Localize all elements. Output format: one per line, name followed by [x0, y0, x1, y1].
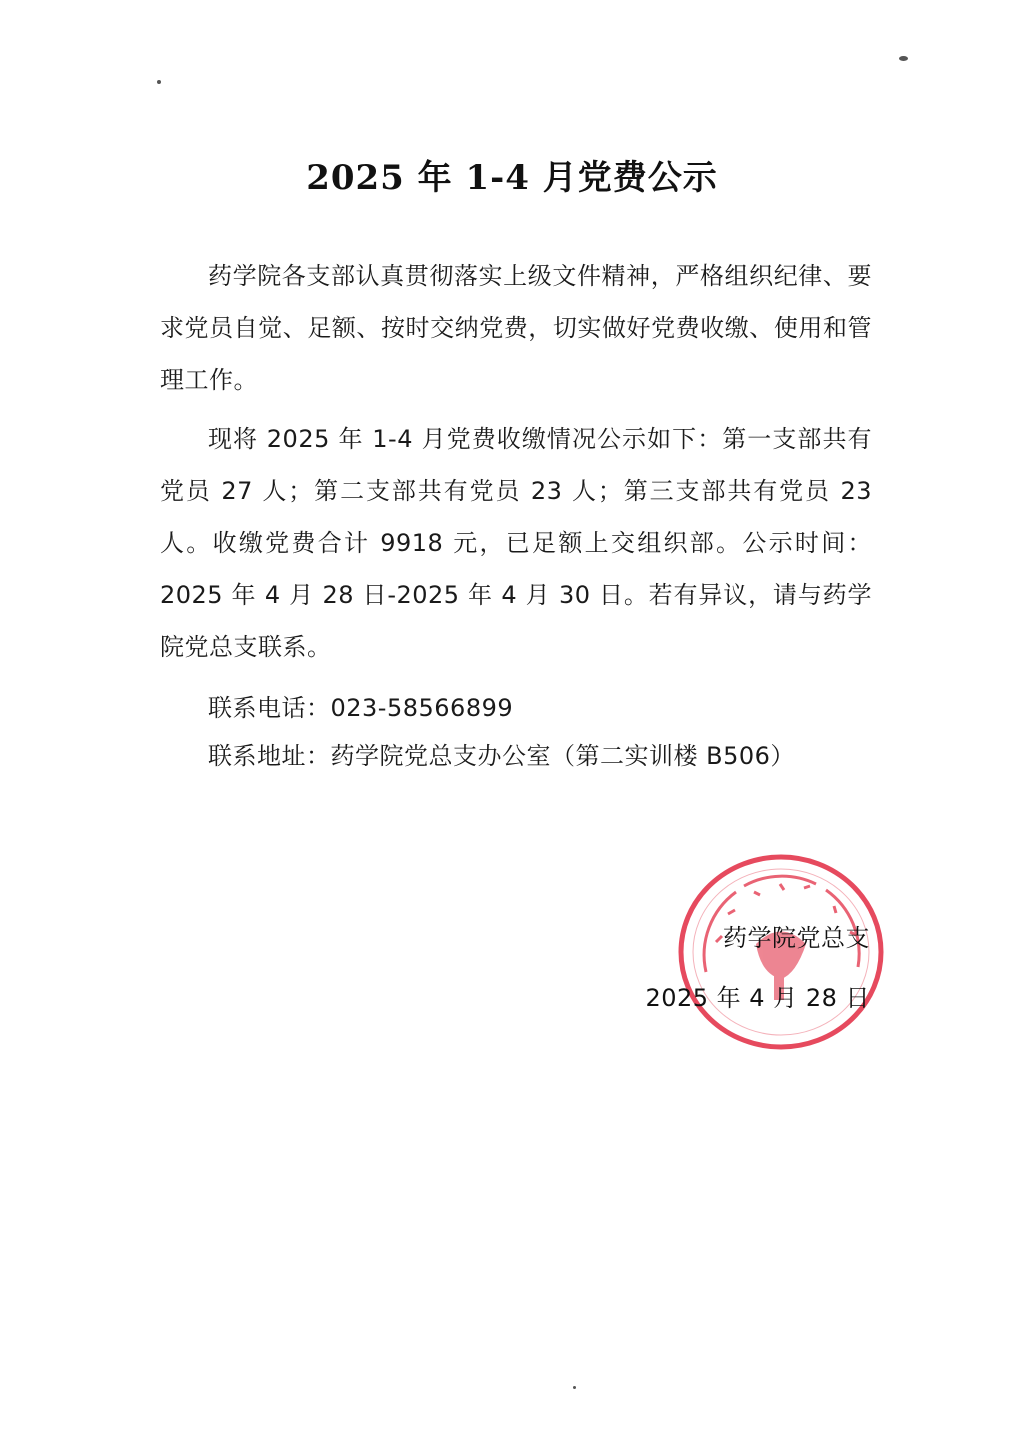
contact-address: 联系地址：药学院党总支办公室（第二实训楼 B506）	[208, 742, 795, 770]
scan-speck	[573, 1386, 576, 1389]
intro-paragraph: 药学院各支部认真贯彻落实上级文件精神，严格组织纪律、要求党员自觉、足额、按时交纳党费，切实做好党费收缴、使用和管理工作。	[160, 262, 872, 394]
scan-speck	[899, 56, 908, 61]
signature-organization: 药学院党总支	[723, 924, 870, 952]
scan-speck	[157, 80, 161, 84]
signature-date: 2025 年 4 月 28 日	[645, 984, 870, 1012]
document-title: 2025 年 1-4 月党费公示	[306, 158, 718, 198]
contact-phone: 联系电话：023-58566899	[208, 694, 514, 722]
announcement-paragraph: 现将 2025 年 1-4 月党费收缴情况公示如下：第一支部共有党员 27 人；第二支部共有党员 23 人；第三支部共有党员 23 人。收缴党费合计 9918 元，已足额上交组织部。公示时间：2025 年 4 月 28 日-2025 年 4 月 30 日。若有异议，请与药学院党总支联系。	[160, 425, 872, 661]
